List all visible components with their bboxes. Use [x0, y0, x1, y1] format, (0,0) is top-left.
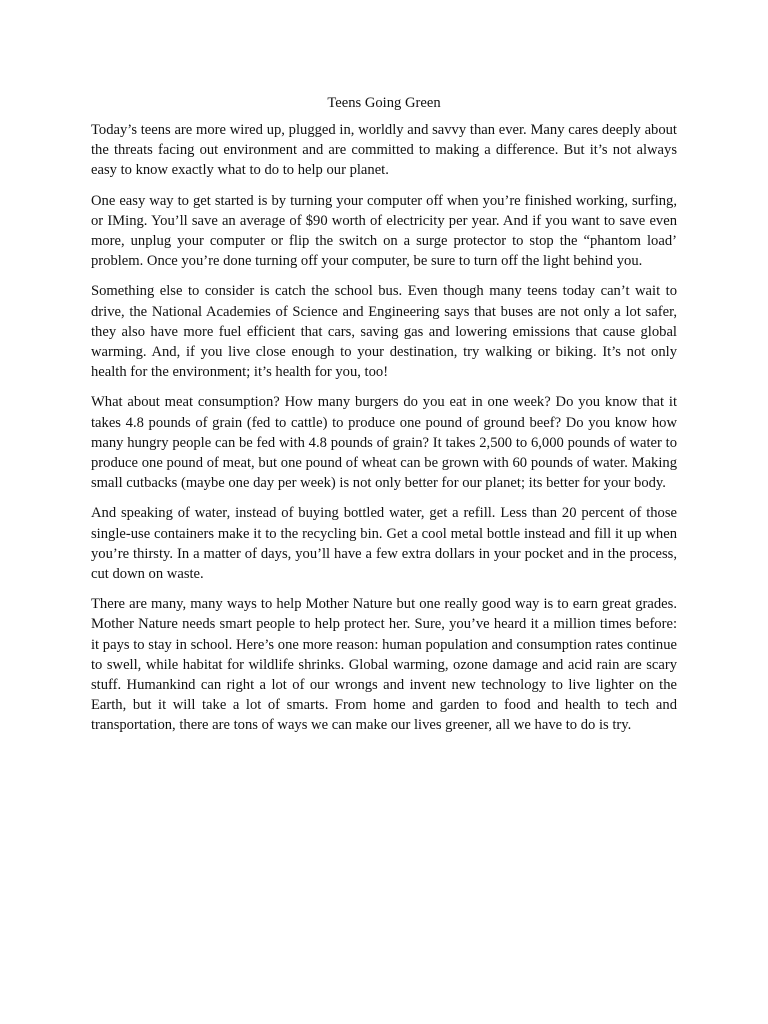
paragraph-intro: Today’s teens are more wired up, plugged in, worldly and savvy than ever. Many cares deeply about the threats facing out environment and are committed to making a difference. But it’s not always easy to know exactly what to do to help our planet. [91, 122, 677, 179]
paragraph-good-grades: There are many, many ways to help Mother Nature but one really good way is to earn great grades. Mother Nature needs smart people to help protect her. Sure, you’ve heard it a million times before: it pays to stay in school. Here’s one more reason: human population and consumption rates continue to swell, while habitat for wildlife shrinks. Global warming, ozone damage and acid rain are scary stuff. Humankind can right a lot of our wrongs and invent new technology to live lighter on the Earth, but it will take a lot of smarts. From home and garden to food and health to tech and transportation, there are tons of ways we can make our lives greener, all we have to do is try. [91, 596, 677, 734]
document-body [91, 94, 677, 746]
paragraph-school-bus: Something else to consider is catch the school bus. Even though many teens today can’t wait to drive, the National Academies of Science and Engineering says that buses are not only a lot safer, they also have more fuel efficient that cars, saving gas and lowering emissions that cause global warming. And, if you live close enough to your destination, try walking or biking. It’s not only health for the environment; it’s health for you, too! [91, 283, 677, 381]
document-title: Teens Going Green [327, 95, 441, 111]
paragraph-computer: One easy way to get started is by turning your computer off when you’re finished working, surfing, or IMing. You’ll save an average of $90 worth of electricity per year. And if you want to save even more, unplug your computer or flip the switch on a surge protector to stop the “phantom load’ problem. Once you’re done turning off your computer, be sure to turn off the light behind you. [91, 192, 677, 270]
paragraph-meat-consumption: What about meat consumption? How many burgers do you eat in one week? Do you know that it takes 4.8 pounds of grain (fed to cattle) to produce one pound of ground beef? Do you know how many hungry people can be fed with 4.8 pounds of grain? It takes 2,500 to 6,000 pounds of water to produce one pound of meat, but one pound of wheat can be grown with 60 pounds of water. Making small cutbacks (maybe one day per week) is not only better for our planet; its better for your body. [91, 394, 677, 492]
paragraph-bottled-water: And speaking of water, instead of buying bottled water, get a refill. Less than 20 percent of those single-use containers make it to the recycling bin. Get a cool metal bottle instead and fill it up when you’re thirsty. In a matter of days, you’ll have a few extra dollars in your pocket and in the process, cut down on waste. [91, 505, 677, 583]
